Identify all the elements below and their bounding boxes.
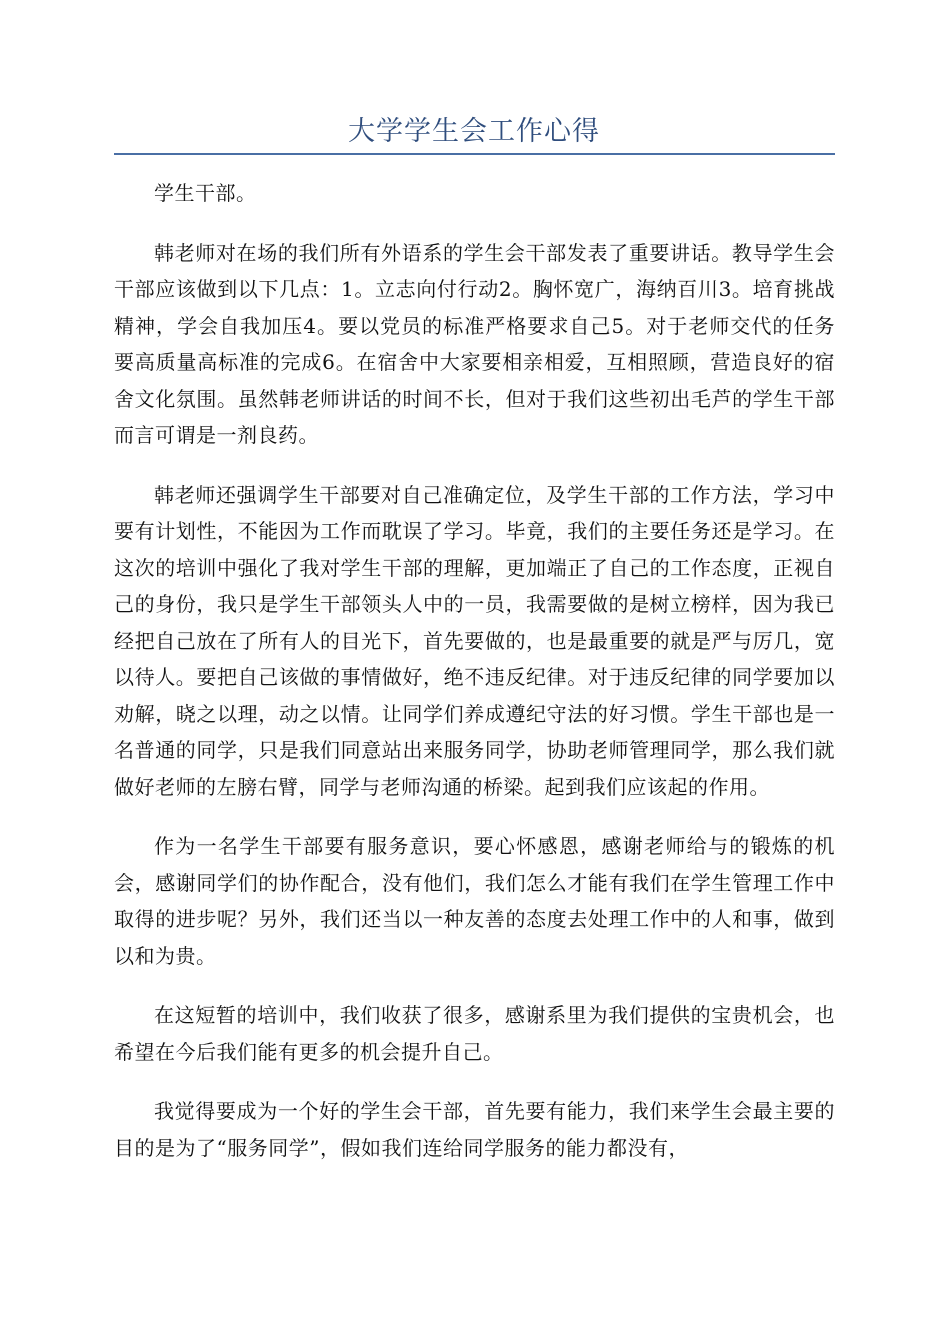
document-title: 大学学生会工作心得 bbox=[348, 116, 600, 147]
paragraph: 韩老师还强调学生干部要对自己准确定位，及学生干部的工作方法，学习中要有计划性，不能因为工作而耽误了学习。毕竟，我们的主要任务还是学习。在这次的培训中强化了我对学生干部的理解，更加端正了自己的工作态度，正视自己的身份，我只是学生干部领头人中的一员，我需要做的是树立榜样，因为我已经把自己放在了所有人的目光下，首先要做的，也是最重要的就是严与厉几，宽以待人。要把自己该做的事情做好，绝不违反纪律。对于违反纪律的同学要加以劝解，晓之以理，动之以情。让同学们养成遵纪守法的好习惯。学生干部也是一名普通的同学，只是我们同意站出来服务同学，协助老师管理同学，那么我们就做好老师的左膀右臂，同学与老师沟通的桥梁。起到我们应该起的作用。 bbox=[114, 482, 835, 799]
title-underline bbox=[114, 153, 835, 155]
paragraph: 在这短暂的培训中，我们收获了很多，感谢系里为我们提供的宝贵机会，也希望在今后我们能有更多的机会提升自己。 bbox=[114, 1003, 835, 1064]
paragraph: 我觉得要成为一个好的学生会干部，首先要有能力，我们来学生会最主要的目的是为了“服务同学”，假如我们连给同学服务的能力都没有， bbox=[114, 1099, 835, 1160]
paragraph: 学生干部。 bbox=[154, 181, 257, 205]
paragraph: 作为一名学生干部要有服务意识，要心怀感恩，感谢老师给与的锻炼的机会，感谢同学们的协作配合，没有他们，我们怎么才能有我们在学生管理工作中取得的进步呢？另外，我们还当以一种友善的态度去处理工作中的人和事，做到以和为贵。 bbox=[114, 834, 835, 968]
paragraph: 韩老师对在场的我们所有外语系的学生会干部发表了重要讲话。教导学生会干部应该做到以下几点：1。立志向付行动2。胸怀宽广，海纳百川3。培育挑战精神，学会自我加压4。要以党员的标准严格要求自己5。对于老师交代的任务要高质量高标准的完成6。在宿舍中大家要相亲相爱，互相照顾，营造良好的宿舍文化氛围。虽然韩老师讲话的时间不长，但对于我们这些初出毛芦的学生干部而言可谓是一剂良药。 bbox=[114, 240, 835, 447]
document-body bbox=[114, 175, 835, 1189]
